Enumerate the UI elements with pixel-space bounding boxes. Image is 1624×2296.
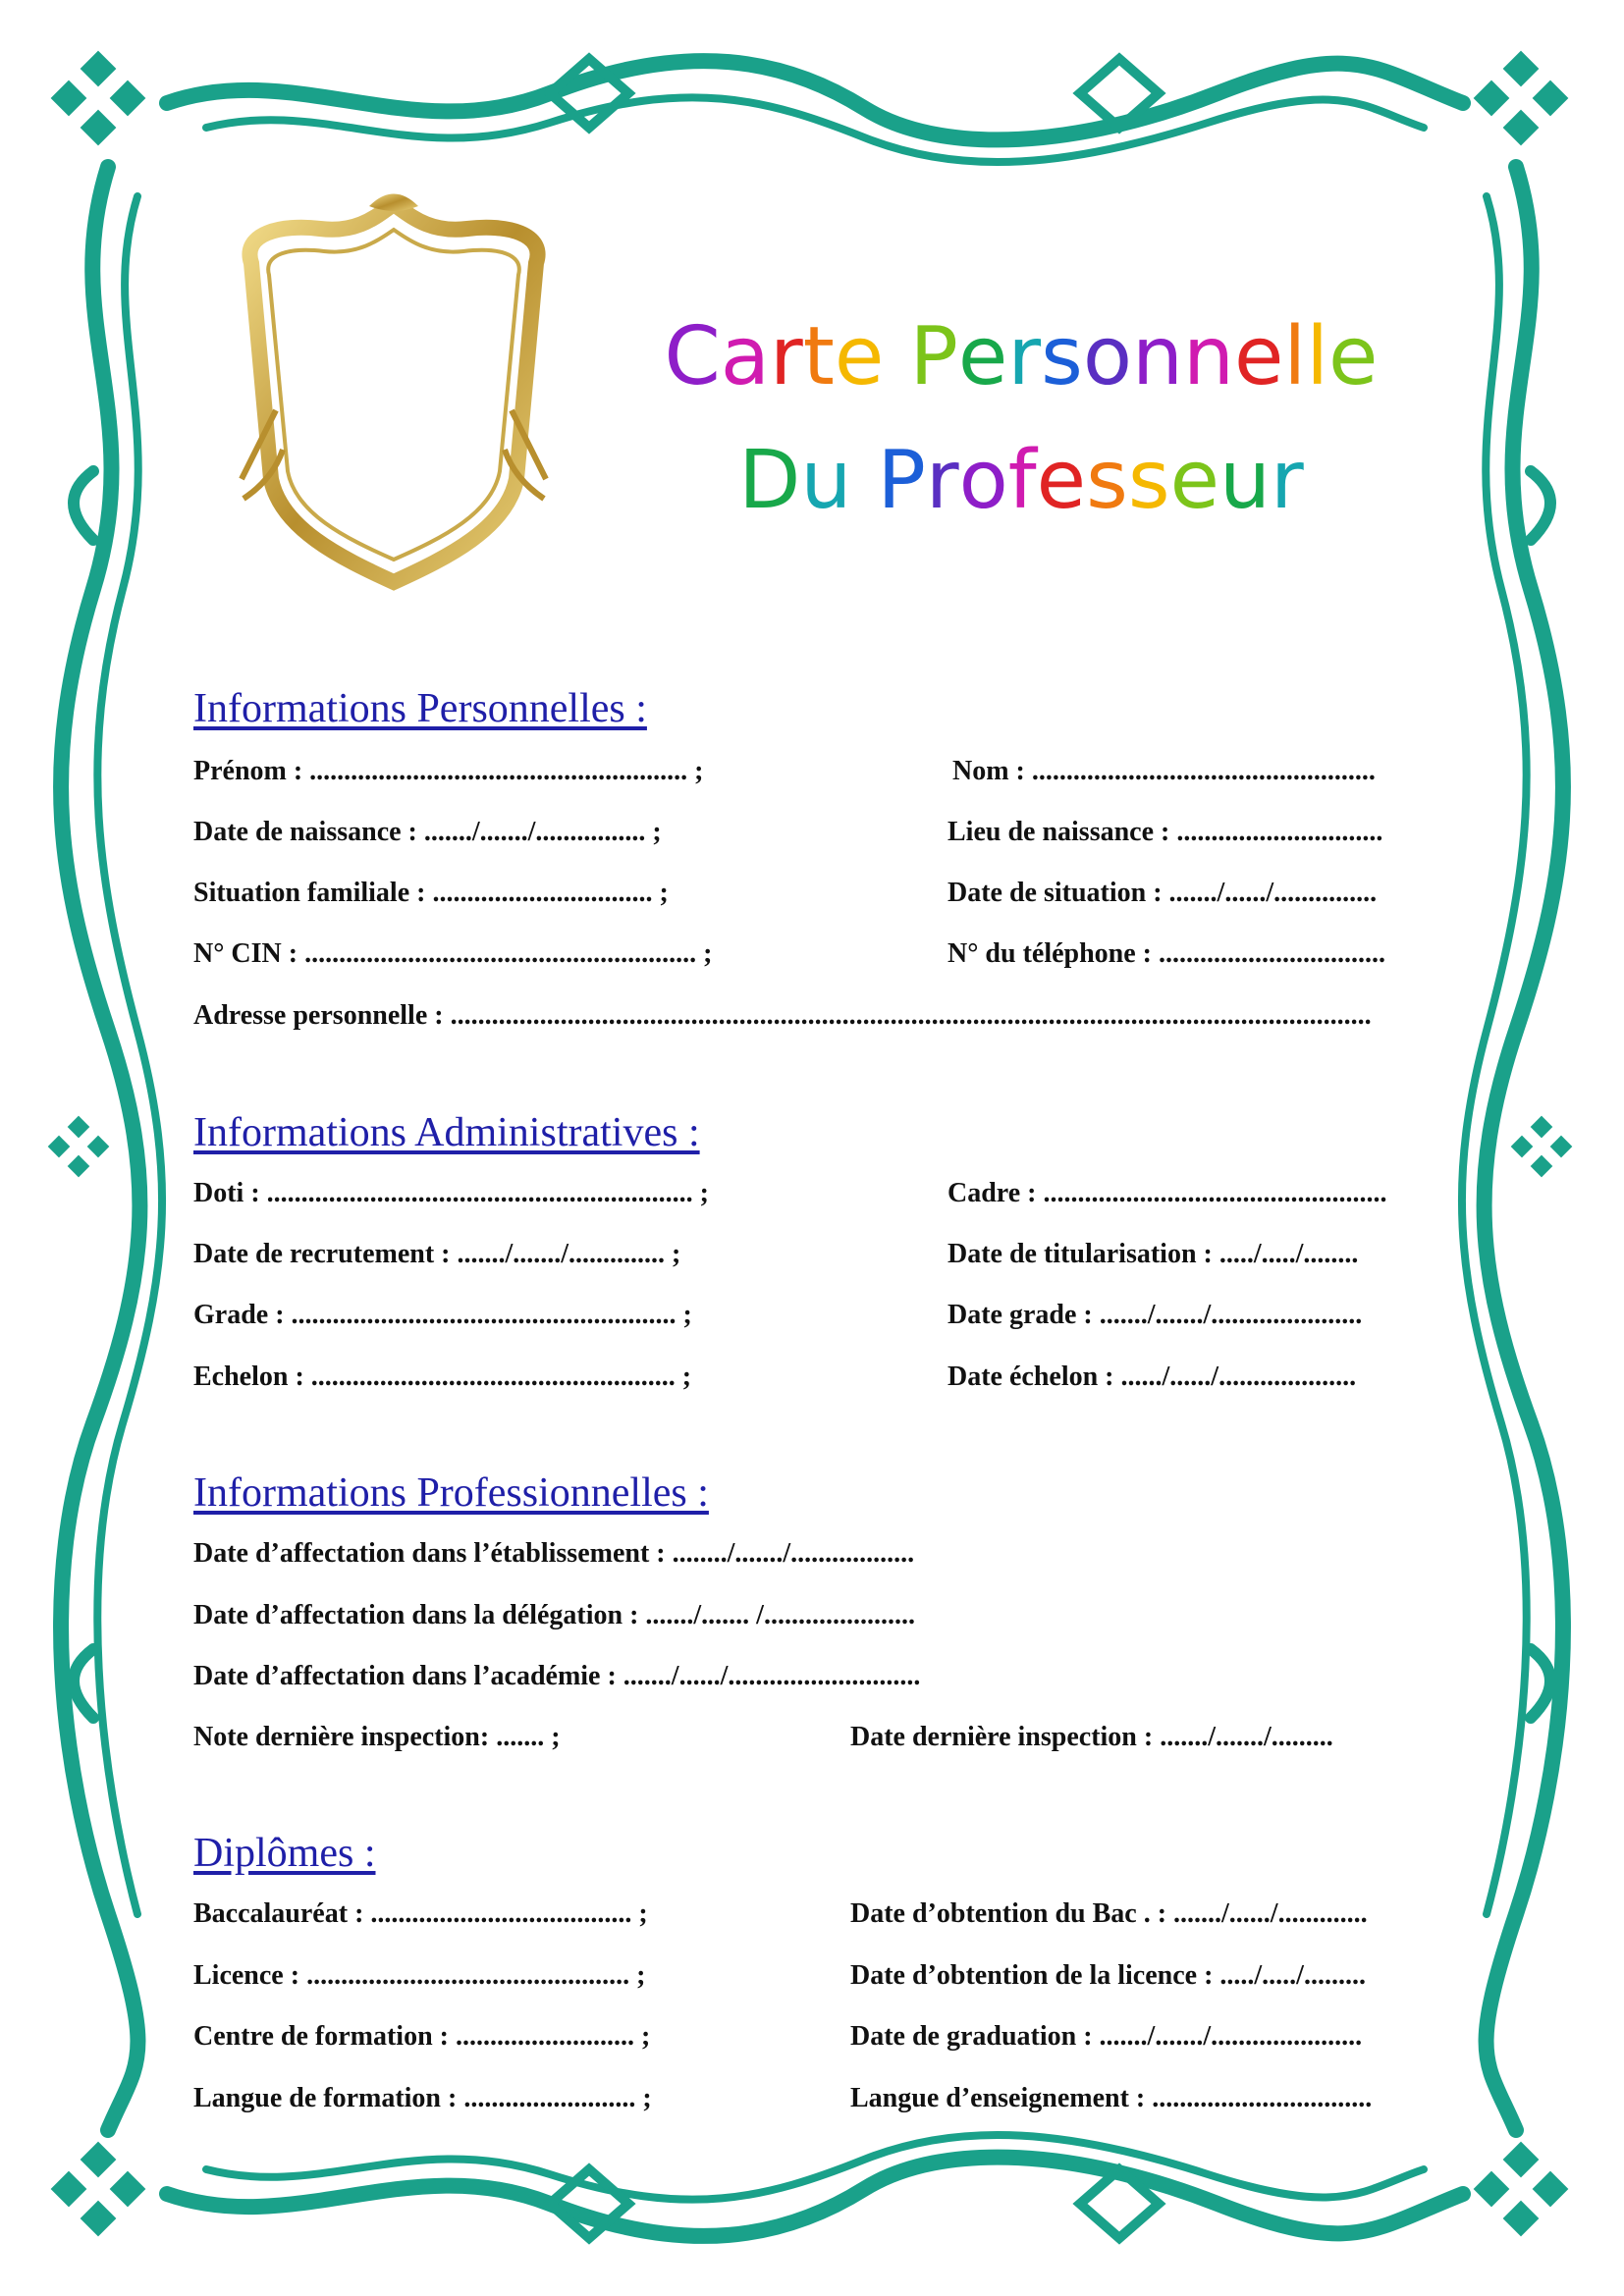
field-date-naissance: Date de naissance : ......./......./................ ;	[193, 817, 662, 847]
field-lieu-naissance: Lieu de naissance : ..............................	[947, 817, 1383, 847]
field-date-echelon: Date échelon : ....../....../....................	[947, 1362, 1357, 1392]
shield-outline	[249, 204, 537, 582]
field-date-titularisation: Date de titularisation : ...../...../........	[947, 1239, 1359, 1269]
field-nom: Nom : ..................................................	[952, 756, 1376, 786]
title-letter: n	[1131, 310, 1183, 403]
field-doti: Doti : .............................................................. ;	[193, 1178, 709, 1208]
title-letter: f	[1007, 434, 1037, 527]
title-letter	[851, 432, 877, 530]
title-letter: u	[1219, 434, 1272, 527]
field-date-recrutement: Date de recrutement : ......./......./.............. ;	[193, 1239, 681, 1269]
title-letter: s	[1041, 310, 1083, 403]
field-affectation-academie: Date d’affectation dans l’académie : ......./....../............................	[193, 1661, 921, 1691]
title-letter: e	[1328, 310, 1379, 403]
title-letter: r	[770, 310, 803, 403]
title-line-1	[589, 308, 1453, 406]
title-letter: t	[802, 310, 835, 403]
field-langue-formation: Langue de formation : ......................... ;	[193, 2083, 652, 2113]
title-letter: e	[957, 310, 1008, 403]
photo-frame	[222, 185, 566, 601]
section-heading-professionnelles: Informations Professionnelles :	[193, 1470, 709, 1516]
field-echelon: Echelon : ..................................................... ;	[193, 1362, 692, 1392]
field-adresse: Adresse personnelle : ......................................................................................................................................	[193, 1000, 1372, 1031]
field-langue-enseignement: Langue d’enseignement : ................................	[850, 2083, 1373, 2113]
field-grade: Grade : ........................................................ ;	[193, 1300, 692, 1330]
title-letter: e	[834, 310, 885, 403]
title-letter: r	[1007, 310, 1042, 403]
title-letter: r	[1271, 434, 1304, 527]
title-letter: l	[1283, 310, 1307, 403]
field-date-bac: Date d’obtention du Bac . : ......./....../.............	[850, 1898, 1368, 1929]
title-line-2	[589, 432, 1453, 530]
title-letter: o	[1082, 310, 1132, 403]
field-affectation-etablissement: Date d’affectation dans l’établissement : ......../......./..................	[193, 1538, 915, 1569]
title-letter	[884, 308, 909, 406]
section-heading-diplomes: Diplômes :	[193, 1831, 376, 1876]
field-date-licence: Date d’obtention de la licence : ...../...../.........	[850, 1960, 1366, 1991]
title-letter: P	[877, 434, 926, 527]
section-heading-personnelles: Informations Personnelles :	[193, 686, 647, 731]
title-letter: s	[1086, 434, 1128, 527]
title-letter: o	[958, 434, 1008, 527]
title-letter: D	[738, 434, 801, 527]
section-heading-administratives: Informations Administratives :	[193, 1110, 700, 1155]
title-letter: C	[664, 310, 721, 403]
title-letter: u	[800, 434, 852, 527]
field-date-graduation: Date de graduation : ......./......./......................	[850, 2021, 1363, 2052]
field-affectation-delegation: Date d’affectation dans la délégation : ......./....... /......................	[193, 1600, 915, 1630]
title-letter: e	[1169, 434, 1220, 527]
field-telephone: N° du téléphone : .................................	[947, 938, 1385, 969]
title-letter: e	[1233, 310, 1284, 403]
title-letter: n	[1182, 310, 1234, 403]
field-baccalaureat: Baccalauréat : ...................................... ;	[193, 1898, 648, 1929]
title-letter: l	[1306, 310, 1328, 403]
field-situation-familiale: Situation familiale : ................................ ;	[193, 878, 669, 908]
field-prenom: Prénom : ....................................................... ;	[193, 756, 704, 786]
title-letter: P	[909, 310, 958, 403]
field-date-grade: Date grade : ......./......./......................	[947, 1300, 1363, 1330]
field-licence: Licence : ............................................... ;	[193, 1960, 646, 1991]
title-letter: e	[1036, 434, 1087, 527]
title-letter: r	[925, 434, 959, 527]
title-letter: s	[1127, 434, 1170, 527]
field-cadre: Cadre : ..................................................	[947, 1178, 1387, 1208]
field-cin: N° CIN : ......................................................... ;	[193, 938, 713, 969]
field-centre-formation: Centre de formation : .......................... ;	[193, 2021, 651, 2052]
field-date-inspection: Date dernière inspection : ......./......./.........	[850, 1722, 1333, 1752]
field-date-situation: Date de situation : ......./....../...............	[947, 878, 1378, 908]
field-note-inspection: Note dernière inspection: ....... ;	[193, 1722, 561, 1752]
title-letter: a	[720, 310, 771, 403]
